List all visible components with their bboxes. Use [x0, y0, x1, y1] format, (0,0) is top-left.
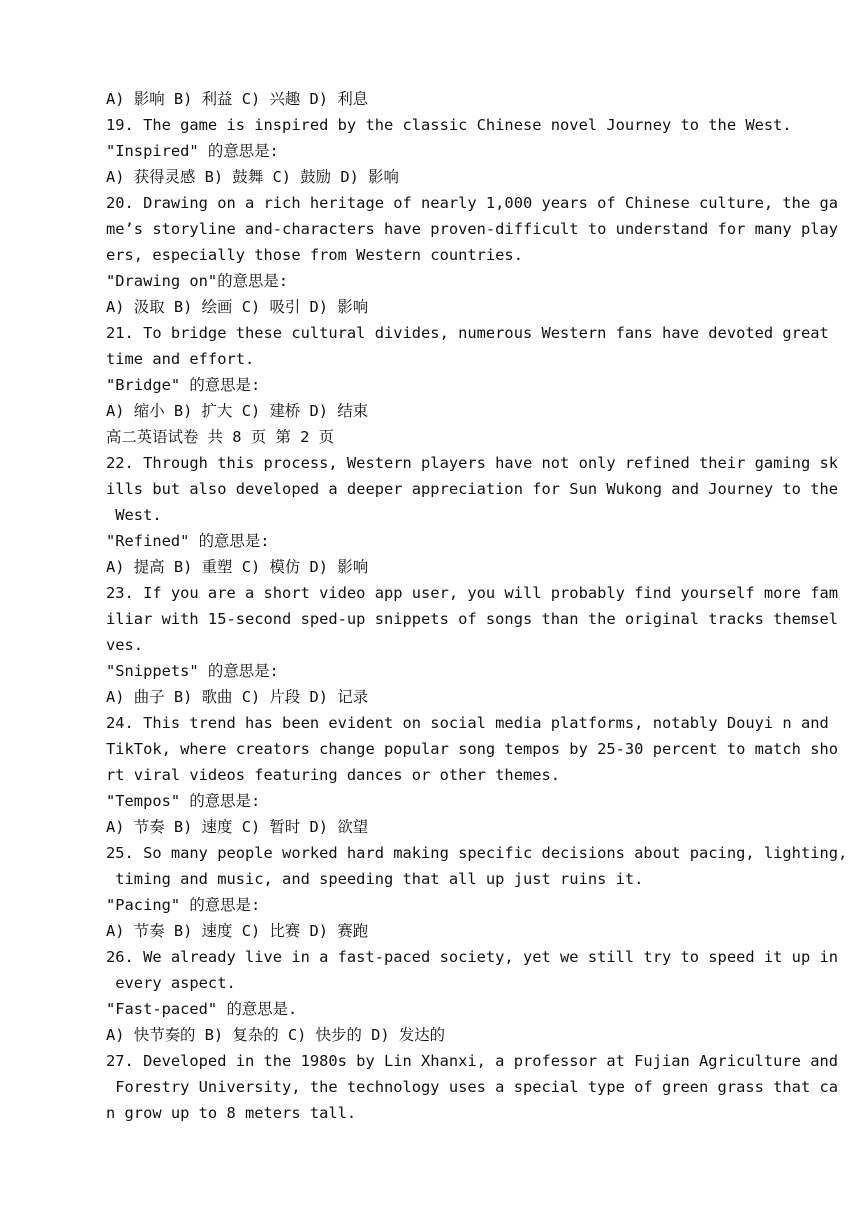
prompt-line: "Tempos" 的意思是:	[106, 792, 261, 810]
question-line: Forestry University, the technology uses a special type of green grass that ca	[106, 1078, 839, 1096]
page-footer: 高二英语试卷 共 8 页 第 2 页	[106, 428, 335, 446]
question-line: TikTok, where creators change popular song tempos by 25-30 percent to match sho	[106, 740, 839, 758]
prompt-line: "Inspired" 的意思是:	[106, 142, 279, 160]
question-line: ves.	[106, 636, 144, 654]
question-line: 20. Drawing on a rich heritage of nearly 1,000 years of Chinese culture, the ga	[106, 194, 839, 212]
question-line: 22. Through this process, Western players have not only refined their gaming sk	[106, 454, 839, 472]
question-line: timing and music, and speeding that all up just ruins it.	[106, 870, 644, 888]
prompt-line: "Pacing" 的意思是:	[106, 896, 261, 914]
question-line: me’s storyline and-characters have proven-difficult to understand for many play	[106, 220, 839, 238]
question-line: time and effort.	[106, 350, 255, 368]
question-line: 19. The game is inspired by the classic Chinese novel Journey to the West.	[106, 116, 792, 134]
option-line: A) 影响 B) 利益 C) 兴趣 D) 利息	[106, 90, 369, 108]
question-line: ers, especially those from Western countries.	[106, 246, 523, 264]
question-line: every aspect.	[106, 974, 236, 992]
question-line: rt viral videos featuring dances or other themes.	[106, 766, 561, 784]
question-line: 23. If you are a short video app user, you will probably find yourself more fam	[106, 584, 839, 602]
option-line: A) 提高 B) 重塑 C) 模仿 D) 影响	[106, 558, 369, 576]
prompt-line: "Fast-paced" 的意思是.	[106, 1000, 298, 1018]
option-line: A) 获得灵感 B) 鼓舞 C) 鼓励 D) 影响	[106, 168, 399, 186]
option-line: A) 曲子 B) 歌曲 C) 片段 D) 记录	[106, 688, 369, 706]
question-line: 26. We already live in a fast-paced society, yet we still try to speed it up in	[106, 948, 839, 966]
question-line: 25. So many people worked hard making specific decisions about pacing, lighting,	[106, 844, 848, 862]
option-line: A) 节奏 B) 速度 C) 暂时 D) 欲望	[106, 818, 369, 836]
prompt-line: "Drawing on"的意思是:	[106, 272, 289, 290]
prompt-line: "Snippets" 的意思是:	[106, 662, 279, 680]
option-line: A) 缩小 B) 扩大 C) 建桥 D) 结束	[106, 402, 369, 420]
question-line: ills but also developed a deeper appreciation for Sun Wukong and Journey to the	[106, 480, 839, 498]
prompt-line: "Refined" 的意思是:	[106, 532, 270, 550]
option-line: A) 节奏 B) 速度 C) 比赛 D) 赛跑	[106, 922, 369, 940]
question-line: 24. This trend has been evident on social media platforms, notably Douyi n and	[106, 714, 829, 732]
question-line: n grow up to 8 meters tall.	[106, 1104, 357, 1122]
document-page	[106, 86, 848, 1126]
prompt-line: "Bridge" 的意思是:	[106, 376, 261, 394]
question-line: 21. To bridge these cultural divides, numerous Western fans have devoted great	[106, 324, 829, 342]
option-line: A) 快节奏的 B) 复杂的 C) 快步的 D) 发达的	[106, 1026, 446, 1044]
option-line: A) 汲取 B) 绘画 C) 吸引 D) 影响	[106, 298, 369, 316]
question-line: West.	[106, 506, 162, 524]
question-line: iliar with 15-second sped-up snippets of songs than the original tracks themsel	[106, 610, 839, 628]
question-line: 27. Developed in the 1980s by Lin Xhanxi, a professor at Fujian Agriculture and	[106, 1052, 839, 1070]
